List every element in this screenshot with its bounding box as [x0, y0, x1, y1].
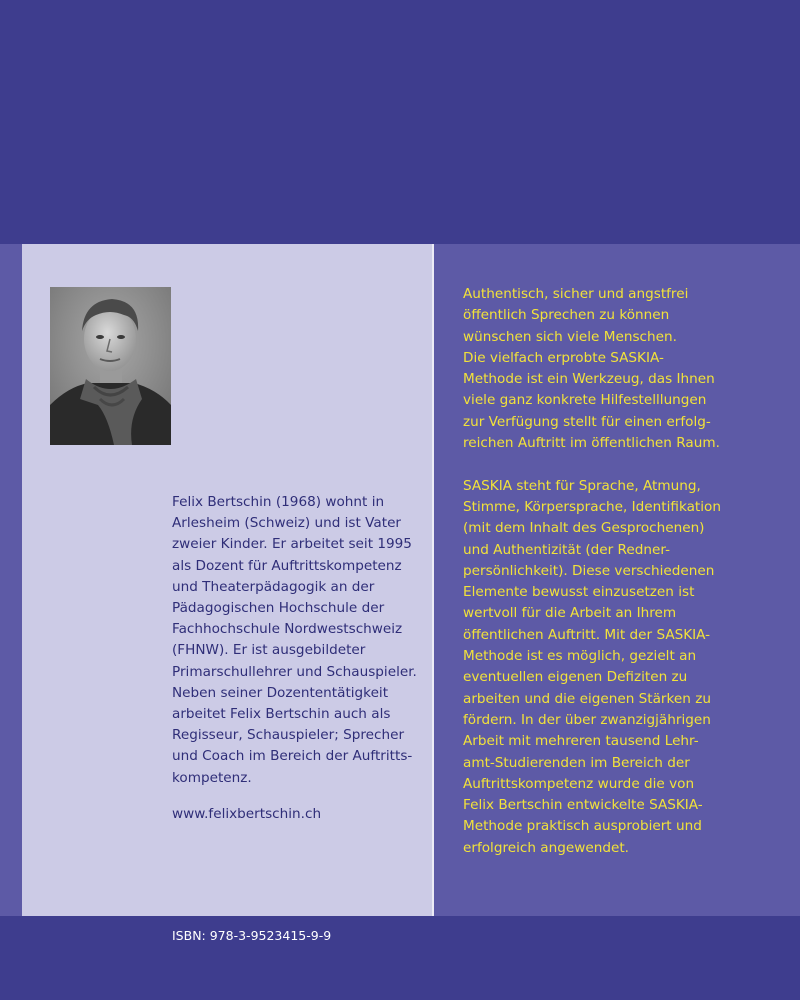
bio-line: Regisseur, Schauspieler; Sprecher	[172, 727, 405, 744]
bio-line: kompetenz.	[172, 769, 252, 786]
blurb-line: (mit dem Inhalt des Gesprochenen)	[463, 520, 705, 537]
bio-line: arbeitet Felix Bertschin auch als	[172, 706, 391, 723]
bottom-color-band	[0, 916, 800, 1000]
blurb-line: reichen Auftritt im öffentlichen Raum.	[463, 435, 720, 452]
blurb-line: fördern. In der über zwanzigjährigen	[463, 711, 711, 728]
bio-line: Fachhochschule Nordwestschweiz	[172, 621, 403, 638]
bio-line: und Coach im Bereich der Auftritts-	[172, 748, 413, 765]
bio-line: zweier Kinder. Er arbeitet seit 1995	[172, 536, 412, 553]
blurb-line: eventuellen eigenen Defiziten zu	[463, 669, 688, 686]
isbn-label: ISBN: 978-3-9523415-9-9	[172, 928, 332, 943]
blurb-line: öffentlichen Auftritt. Mit der SASKIA-	[463, 626, 711, 643]
blurb-line: zur Verfügung stellt für einen erfolg-	[463, 413, 711, 430]
blurb-line: öffentlich Sprechen zu können	[463, 307, 670, 324]
bio-line: als Dozent für Auftrittskompetenz	[172, 557, 402, 574]
blurb-line: Methode ist ein Werkzeug, das Ihnen	[463, 371, 715, 388]
bio-line: Arlesheim (Schweiz) und ist Vater	[172, 515, 402, 532]
panel-divider	[432, 244, 434, 916]
blurb-line: persönlichkeit). Diese verschiedenen	[463, 562, 715, 579]
blurb-line: Arbeit mit mehreren tausend Lehr-	[463, 733, 699, 750]
blurb-line: Elemente bewusst einzusetzen ist	[463, 584, 695, 601]
blurb-line: Methode praktisch ausprobiert und	[463, 818, 702, 835]
bio-line: Neben seiner Dozententätigkeit	[172, 684, 389, 701]
blurb-line: Die vielfach erprobte SASKIA-	[463, 349, 664, 366]
top-color-band	[0, 0, 800, 244]
blurb-line: Felix Bertschin entwickelte SASKIA-	[463, 797, 703, 814]
blurb-line: arbeiten und die eigenen Stärken zu	[463, 690, 711, 707]
blurb-line: amt-Studierenden im Bereich der	[463, 754, 690, 771]
blurb-line: erfolgreich angewendet.	[463, 839, 629, 856]
bio-line: und Theaterpädagogik an der	[172, 578, 375, 595]
blurb-line: wertvoll für die Arbeit an Ihrem	[463, 605, 677, 622]
blurb-line: Authentisch, sicher und angstfrei	[463, 286, 689, 302]
bio-line: Felix Bertschin (1968) wohnt in	[172, 494, 385, 510]
blurb-line: Methode ist es möglich, gezielt an	[463, 648, 697, 665]
blurb-line: viele ganz konkrete Hilfestelllungen	[463, 392, 707, 409]
author-biography	[172, 492, 420, 789]
bio-line: Pädagogischen Hochschule der	[172, 600, 385, 617]
author-website: www.felixbertschin.ch	[172, 806, 322, 822]
blurb-line: Auftrittskompetenz wurde die von	[463, 775, 695, 792]
paragraph-gap	[463, 454, 763, 475]
bio-line: (FHNW). Er ist ausgebildeter	[172, 642, 366, 659]
blurb-line: wünschen sich viele Menschen.	[463, 328, 677, 345]
author-portrait-photo	[50, 287, 171, 445]
book-blurb	[463, 284, 763, 859]
blurb-line: und Authentizität (der Redner-	[463, 541, 670, 558]
blurb-line: SASKIA steht für Sprache, Atmung,	[463, 477, 701, 494]
bio-line: Primarschullehrer und Schauspieler.	[172, 663, 417, 680]
blurb-line: Stimme, Körpersprache, Identifikation	[463, 498, 721, 515]
